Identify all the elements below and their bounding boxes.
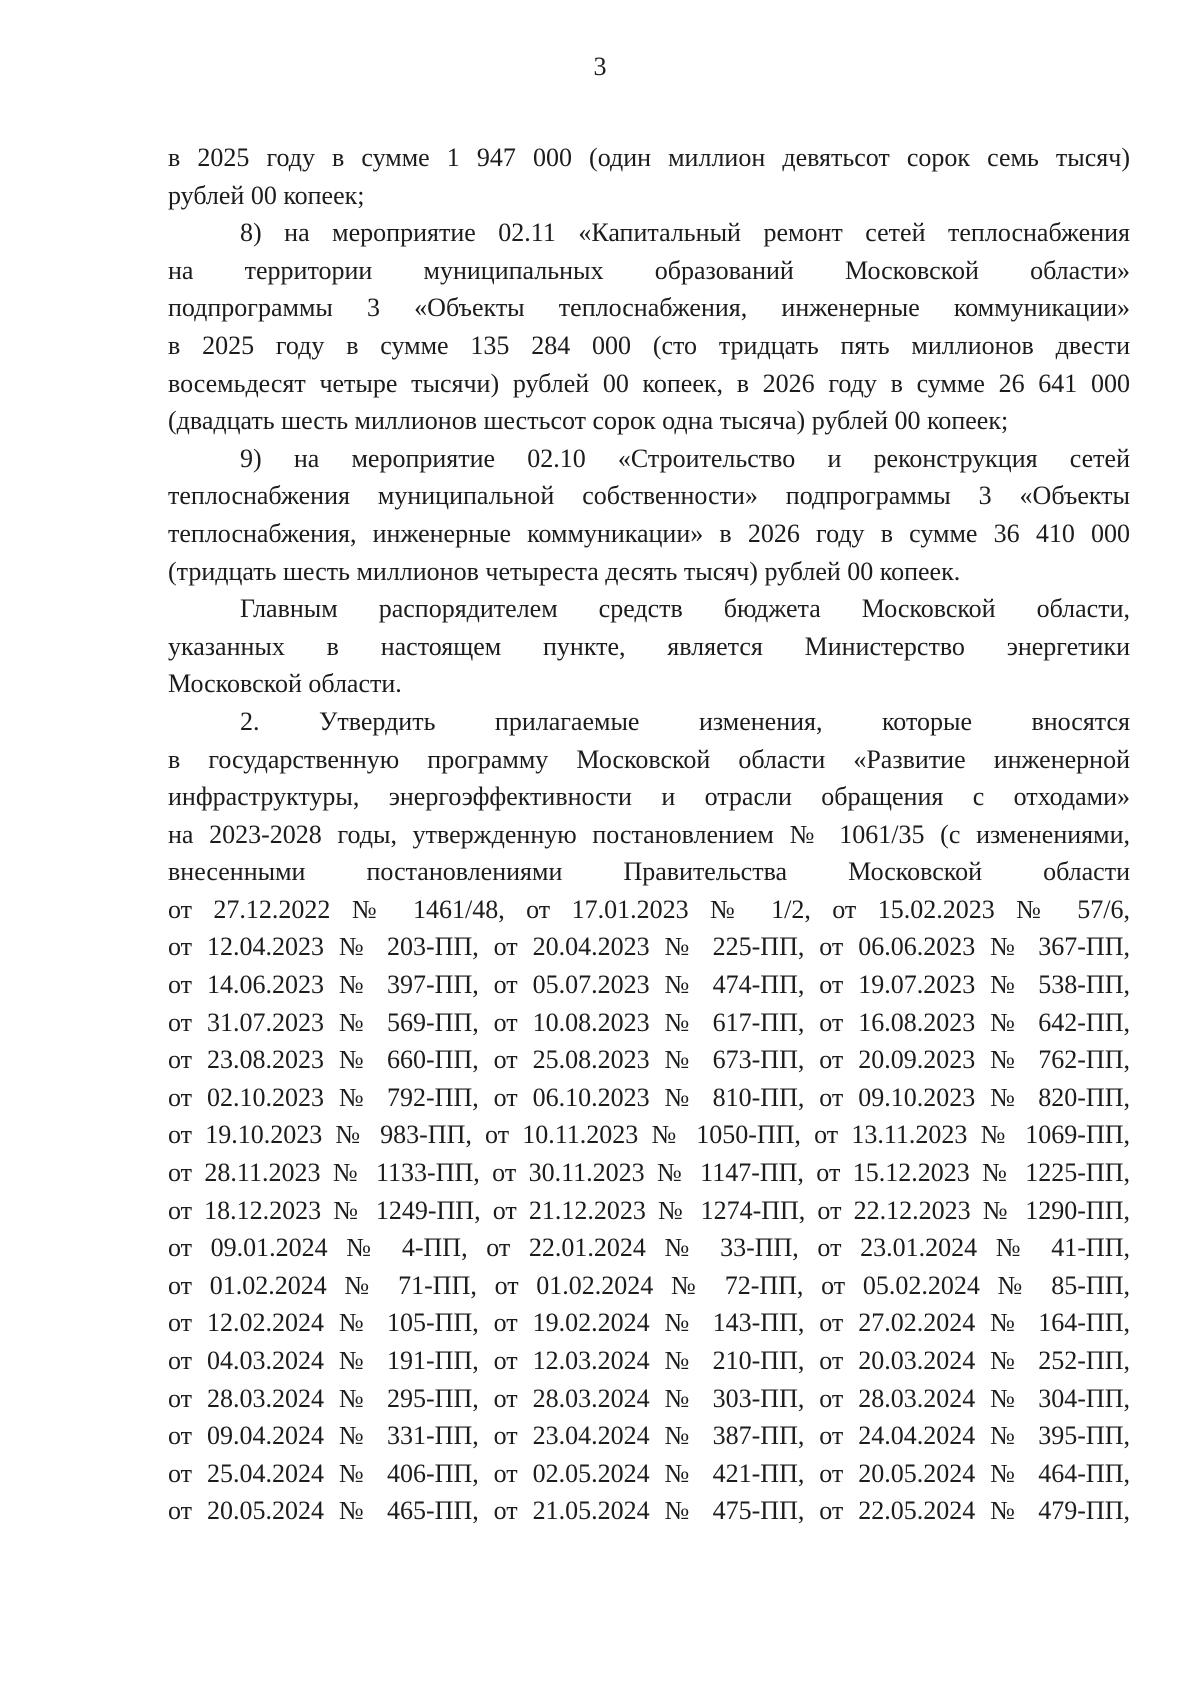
text-line: от 31.07.2023 № 569-ПП, от 10.08.2023 № 617-ПП, от 16.08.2023 № 642-ПП,: [168, 1007, 1130, 1037]
text-line: от 25.04.2024 № 406-ПП, от 02.05.2024 № 421-ПП, от 20.05.2024 № 464-ПП,: [168, 1458, 1130, 1488]
text-line: (двадцать шесть миллионов шестьсот сорок одна тысяча) рублей 00 копеек;: [168, 406, 1009, 436]
text-line: от 14.06.2023 № 397-ПП, от 05.07.2023 № 474-ПП, от 19.07.2023 № 538-ПП,: [168, 970, 1130, 1000]
text-line: от 28.11.2023 № 1133-ПП, от 30.11.2023 № 1147-ПП, от 15.12.2023 № 1225-ПП,: [168, 1158, 1130, 1188]
text-line: (тридцать шесть миллионов четыреста десять тысяч) рублей 00 копеек.: [168, 556, 961, 586]
text-line: теплоснабжения муниципальной собственности» подпрограммы 3 «Объекты: [168, 481, 1130, 511]
text-line: 8) на мероприятие 02.11 «Капитальный ремонт сетей теплоснабжения: [240, 218, 1130, 248]
text-line: в 2025 году в сумме 1 947 000 (один миллион девятьсот сорок семь тысяч): [168, 143, 1130, 172]
text-line: от 23.08.2023 № 660-ПП, от 25.08.2023 № 673-ПП, от 20.09.2023 № 762-ПП,: [168, 1045, 1130, 1075]
text-line: Московской области.: [168, 669, 402, 699]
text-line: от 04.03.2024 № 191-ПП, от 12.03.2024 № 210-ПП, от 20.03.2024 № 252-ПП,: [168, 1346, 1130, 1375]
page-number: 3: [593, 52, 607, 81]
text-line: от 02.10.2023 № 792-ПП, от 06.10.2023 № 810-ПП, от 09.10.2023 № 820-ПП,: [168, 1082, 1130, 1112]
text-line: от 18.12.2023 № 1249-ПП, от 21.12.2023 № 1274-ПП, от 22.12.2023 № 1290-ПП,: [168, 1195, 1130, 1225]
text-line: от 27.12.2022 № 1461/48, от 17.01.2023 № 1/2, от 15.02.2023 № 57/6,: [168, 894, 1130, 924]
text-line: от 12.02.2024 № 105-ПП, от 19.02.2024 № 143-ПП, от 27.02.2024 № 164-ПП,: [168, 1308, 1130, 1338]
text-line: Главным распорядителем средств бюджета Московской области,: [240, 594, 1130, 624]
text-line: внесенными постановлениями Правительства Московской области: [168, 857, 1130, 887]
document-body: [168, 139, 1130, 1530]
text-line: на территории муниципальных образований Московской области»: [168, 255, 1130, 285]
text-line: на 2023-2028 годы, утвержденную постановлением № 1061/35 (с изменениями,: [168, 819, 1130, 849]
text-line: от 12.04.2023 № 203-ПП, от 20.04.2023 № 225-ПП, от 06.06.2023 № 367-ПП,: [168, 932, 1130, 962]
text-line: указанных в настоящем пункте, является Министерство энергетики: [168, 631, 1130, 661]
text-line: от 28.03.2024 № 295-ПП, от 28.03.2024 № 303-ПП, от 28.03.2024 № 304-ПП,: [168, 1383, 1130, 1413]
text-line: 9) на мероприятие 02.10 «Строительство и реконструкция сетей: [240, 443, 1130, 473]
text-line: от 09.04.2024 № 331-ПП, от 23.04.2024 № 387-ПП, от 24.04.2024 № 395-ПП,: [168, 1421, 1130, 1451]
text-line: инфраструктуры, энергоэффективности и отрасли обращения с отходами»: [168, 782, 1130, 812]
text-line: от 01.02.2024 № 71-ПП, от 01.02.2024 № 72-ПП, от 05.02.2024 № 85-ПП,: [168, 1270, 1130, 1300]
text-line: подпрограммы 3 «Объекты теплоснабжения, инженерные коммуникации»: [168, 293, 1130, 323]
text-line: в 2025 году в сумме 135 284 000 (сто тридцать пять миллионов двести: [168, 330, 1130, 360]
text-line: рублей 00 копеек;: [168, 180, 365, 210]
text-line: от 19.10.2023 № 983-ПП, от 10.11.2023 № 1050-ПП, от 13.11.2023 № 1069-ПП,: [168, 1120, 1130, 1150]
text-line: 2. Утвердить прилагаемые изменения, которые вносятся: [240, 706, 1130, 736]
text-line: в государственную программу Московской области «Развитие инженерной: [168, 744, 1130, 774]
text-line: от 20.05.2024 № 465-ПП, от 21.05.2024 № 475-ПП, от 22.05.2024 № 479-ПП,: [168, 1496, 1130, 1526]
text-line: восемьдесят четыре тысячи) рублей 00 копеек, в 2026 году в сумме 26 641 000: [168, 368, 1130, 398]
text-line: теплоснабжения, инженерные коммуникации» в 2026 году в сумме 36 410 000: [168, 518, 1130, 548]
text-line: от 09.01.2024 № 4-ПП, от 22.01.2024 № 33-ПП, от 23.01.2024 № 41-ПП,: [168, 1233, 1130, 1263]
